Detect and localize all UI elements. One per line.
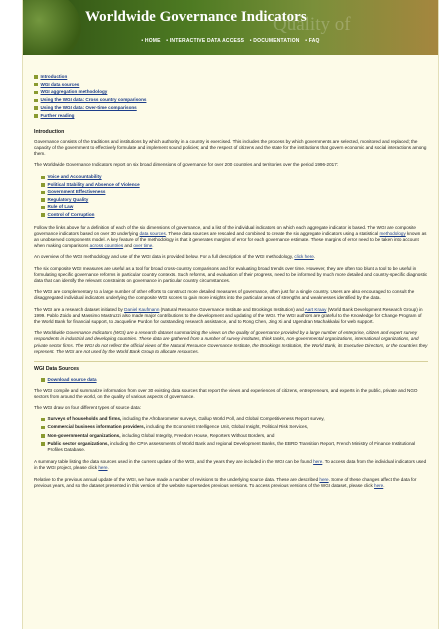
list-item: [41, 181, 428, 189]
kaufmann-link[interactable]: Daniel Kaufmann: [124, 306, 160, 312]
text: and: [124, 243, 133, 249]
source-type-title: Public sector organizations,: [47, 440, 109, 446]
text: (World Bank Development Research Group) in 1999. Pablo Zoido and Massimo Mastruzzi also made major contributions to the development and updating of the WGI. The WGI authors are grateful to the Knowledge for Change Program of the World Bank for financial support, to Jacqueline Purdon for outstanding research assistance, and to Rong Chen, Jing Xi and Ugendran Machakkalai for web support.: [34, 306, 423, 325]
across-countries-link[interactable]: across countries: [89, 243, 124, 249]
toc-item: [34, 96, 428, 104]
dimensions-list: [41, 174, 428, 219]
text: Relative to the previous annual update of the WGI, we have made a number of revisions to the underlying source data. These are described: [34, 476, 319, 482]
revisions-link[interactable]: here: [319, 476, 329, 482]
dimension-link-corruption[interactable]: Control of Corruption: [47, 211, 95, 217]
banner-ghost-text: Quality of: [273, 14, 351, 35]
dimension-link-stability[interactable]: Political Stability and Absence of Violence: [47, 181, 140, 187]
bullet-icon: [34, 83, 38, 87]
bullet-icon: [34, 99, 38, 103]
source-type-desc: including the Economist Intelligence Unit, Global Insight, Political Risk Services,: [145, 424, 309, 430]
bullet-icon: [41, 442, 45, 446]
top-nav: [23, 38, 438, 44]
main-content: [23, 55, 438, 489]
data-sources-heading: WGI Data Sources: [34, 366, 79, 373]
disclaimer-paragraph: The Worldwide Governance Indicators (WGI) are a research dataset summarizing the views on the quality of governance provided by a large number of enterprise, citizen and expert survey respondents in industrial and developing countries. These data are gathered from a number of survey institutes, think tanks, non-governmental organizations, international organizations, and private sector firms. The WGI do not reflect the official views of the Natural Resource Governance Institute, the Brookings Institution, the World Bank, its Executive Directors, or the countries they represent. The WGI are not used by the World Bank Group to allocate resources.: [34, 330, 428, 354]
intro-paragraph-6: The WGI are complementary to a large number of other efforts to construct more detailed measures of governance, often just for a single country. Users are also encouraged to consult the disaggregated individual indicators underlying the composite WGI scores to gain more insights into the particular areas of strengths and weaknesses identified by the data.: [34, 289, 415, 301]
text: . Some of these changes affect the data for previous years, and so the dataset presented in this version of the website supersedes previous versions. To access previous versions of the WGI dataset, please click: [34, 476, 417, 488]
bullet-icon: [41, 198, 45, 202]
bullet-icon: [41, 426, 45, 430]
full-methodology-link[interactable]: click here: [294, 254, 314, 260]
nav-home[interactable]: • HOME: [141, 38, 161, 44]
nav-faq[interactable]: • FAQ: [305, 38, 320, 44]
source-type-title: Surveys of households and firms,: [47, 416, 122, 422]
text: . These data sources are rescaled and combined to create the six aggregate indicators using a statistical: [165, 230, 379, 236]
individual-indicators-link[interactable]: here: [98, 465, 108, 471]
nav-documentation[interactable]: • DOCUMENTATION: [249, 38, 300, 44]
dimension-link-voice[interactable]: Voice and Accountability: [47, 174, 102, 180]
list-item: [41, 416, 428, 422]
source-type-desc: including Global Integrity, Freedom House, Reporters Without Borders, and: [120, 432, 275, 438]
bullet-icon: [41, 191, 45, 195]
list-item: [41, 174, 428, 182]
intro-paragraph-2: The Worldwide Governance Indicators report on six broad dimensions of governance for over 200 countries and territories over the period 1996-2017:: [34, 162, 339, 168]
bullet-icon: [41, 418, 45, 422]
summary-table-link[interactable]: here: [313, 459, 323, 465]
toc-item: [34, 73, 428, 81]
text: Follow the links above for a definition of each of the six dimensions of governance, and a list of the individual indicators on which each aggregate indicator is based. The WGI are composite governance indicators based on over 30 underlying: [34, 224, 416, 236]
source-types-list: [41, 416, 428, 453]
sources-paragraph-1: The WGI compile and summarize information from over 30 existing data sources that report the views and experiences of citizens, entrepreneurs, and experts in the public, private and NGO sectors from around the world, on the quality of various aspects of governance.: [34, 387, 418, 399]
methodology-link[interactable]: methodology: [379, 230, 406, 236]
bullet-icon: [34, 91, 38, 95]
toc-item: [34, 89, 428, 97]
previous-versions-link[interactable]: here: [374, 482, 384, 488]
toc-link-methodology[interactable]: WGI aggregation methodology: [40, 89, 108, 95]
introduction-heading: Introduction: [34, 128, 65, 135]
data-sources-link[interactable]: data sources: [139, 230, 166, 236]
toc-link-data-sources[interactable]: WGI data sources: [40, 81, 80, 87]
list-item: [41, 376, 428, 384]
list-item: [41, 433, 428, 439]
intro-paragraph-4: An overview of the WGI methodology and use of the WGI data is provided below. For a full description of the WGI methodology, click here.: [34, 254, 316, 260]
over-time-link[interactable]: over time: [133, 243, 153, 249]
bullet-icon: [41, 206, 45, 210]
dimension-link-regulatory[interactable]: Regulatory Quality: [47, 196, 89, 202]
intro-paragraph-5: The six composite WGI measures are useful as a tool for broad cross-country comparisons and for evaluating broad trends over time. However, they are often too blunt a tool to be useful in formulating specific governance reforms in particular country contexts. Such reforms, and evaluation of their progress, need to be informed by much more detailed and country-specific diagnostic data that can identify the relevant constraints on governance in particular country circumstances.: [34, 265, 428, 284]
text: known as an unobserved components model. A key feature of the methodology is that it generates margins of error for each governance estimate. These margins of error need to be taken into account when making comparisons: [34, 230, 427, 249]
bullet-icon: [41, 378, 45, 382]
sources-paragraph-3: A summary table listing the data sources used in the current update of the WGI, and the years they are included in the WGI can be found here. To access data from the individual indicators used in the WGI project, please click here.: [34, 459, 427, 471]
sources-paragraph-2: The WGI draw on four different types of source data:: [34, 404, 141, 410]
toc-link-introduction[interactable]: Introduction: [40, 73, 68, 79]
dimension-link-effectiveness[interactable]: Government Effectiveness: [47, 189, 106, 195]
intro-paragraph-3: Follow the links above for a definition of each of the six dimensions of governance, and a list of the individual indicators on which each aggregate indicator is based. The WGI are composite governance indicators based on over 30 underlying data sources. These data sources are rescaled and combined to create the six aggregate indicators using a statistical methodology known as an unobserved components model. A key feature of the methodology is that it generates margins of error for each governance estimate. These margins of error need to be taken into account when making comparisons across countries and over time.: [34, 224, 427, 249]
text: The WGI are a research dataset initiated by: [34, 306, 123, 312]
list-item: [41, 196, 428, 204]
divider: [34, 361, 428, 362]
bullet-icon: [34, 114, 38, 118]
text: An overview of the WGI methodology and use of the WGI data is provided below. For a full description of the WGI methodology,: [34, 254, 294, 260]
bullet-icon: [41, 183, 45, 187]
source-type-text: [48, 441, 429, 453]
toc-link-cross-country[interactable]: Using the WGI data: Cross country comparisons: [40, 97, 147, 103]
dimension-link-rule-of-law[interactable]: Rule of Law: [47, 204, 74, 210]
sources-paragraph-4: Relative to the previous annual update of the WGI, we have made a number of revisions to the underlying source data. These are described here. Some of these changes affect the data for previous years, and so the dataset presented in this version of the website supersedes previous versions. To access previous versions of the WGI dataset, please click here.: [34, 476, 417, 488]
source-type-text: [48, 416, 325, 422]
bullet-icon: [34, 75, 38, 79]
header-banner: [23, 0, 438, 55]
list-item: [41, 204, 428, 212]
list-item: [41, 441, 428, 453]
source-type-title: Non-governmental organizations,: [47, 432, 121, 438]
toc-item: [34, 104, 428, 112]
text: . To access data from the individual indicators used in the WGI project, please click: [34, 459, 427, 471]
list-item: [41, 189, 428, 197]
download-list: [41, 376, 428, 384]
list-item: [41, 424, 428, 430]
bullet-icon: [41, 176, 45, 180]
nav-interactive-data-access[interactable]: • INTERACTIVE DATA ACCESS: [166, 38, 245, 44]
intro-paragraph-7: [34, 307, 428, 326]
intro-paragraph-1: Governance consists of the traditions and institutions by which authority in a country is exercised. This includes the process by which governments are selected, monitored and replaced; the capacity of the government to effectively formulate and implement sound policies; and the respect of citizens and the state for the institutions that govern economic and social interactions among them.: [34, 138, 427, 157]
text: (Natural Resource Governance Institute and Brookings Institution) and: [160, 306, 304, 312]
table-of-contents: [34, 73, 428, 120]
source-type-desc: including the CPIA assessments of World Bank and regional Development Banks, the EBRD Transition Report, French Ministry of Finance Institutional Profiles Database.: [47, 440, 416, 452]
toc-link-over-time[interactable]: Using the WGI data: Over-time comparisons: [40, 104, 137, 110]
text: A summary table listing the data sources used in the current update of the WGI, and the years they are included in the WGI can be found: [34, 459, 312, 465]
site-title: Worldwide Governance Indicators: [85, 9, 307, 25]
bullet-icon: [34, 106, 38, 110]
page-container: [22, 0, 439, 629]
source-type-title: Commercial business information providers,: [47, 424, 146, 430]
toc-item: [34, 81, 428, 89]
download-source-data-link[interactable]: Download source data: [47, 376, 97, 382]
globe-logo-icon: [23, 0, 81, 55]
toc-link-further-reading[interactable]: Further reading: [40, 112, 75, 118]
source-type-text: [48, 433, 275, 439]
toc-item: [34, 112, 428, 120]
bullet-icon: [41, 434, 45, 438]
bullet-icon: [41, 213, 45, 217]
source-type-text: [48, 424, 309, 430]
kraay-link[interactable]: Aart Kraay: [304, 306, 327, 312]
source-type-desc: including the Afrobarometer surveys, Gallup World Poll, and Global Competitiveness Report survey,: [121, 416, 325, 422]
list-item: [41, 211, 428, 219]
